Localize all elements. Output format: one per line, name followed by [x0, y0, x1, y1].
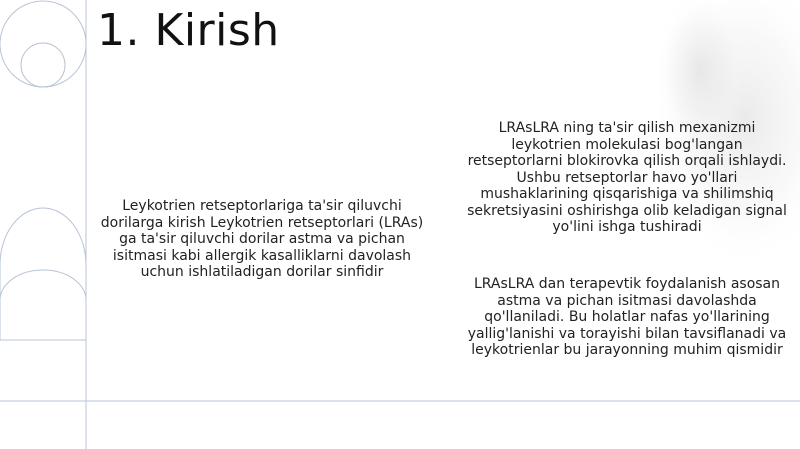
decor-circle — [21, 43, 65, 87]
therapeutic-use-paragraph: LRAsLRA dan terapevtik foydalanish asosan astma va pichan isitmasi davolashda qo'llaniladi. Bu holatlar nafas yo'llarining yallig'lanishi va torayishi bilan tavsiflanadi va leykotrienlar bu jarayonning muhim qismidir — [467, 276, 787, 358]
decor-arch — [0, 208, 86, 340]
mechanism-paragraph: LRAsLRA ning ta'sir qilish mexanizmi leykotrien molekulasi bog'langan retseptorlarni blokirovka qilish orqali ishlaydi. Ushbu retseptorlar havo yo'llari mushaklarining qisqarishiga va shilimshiq sekretsiyasini oshirishga olib keladigan signal yo'lini ishga tushiradi — [467, 120, 787, 235]
intro-paragraph: Leykotrien retseptorlariga ta'sir qiluvchi dorilarga kirish Leykotrien retseptorlari (LRAs) ga ta'sir qiluvchi dorilar astma va pichan isitmasi kabi allergik kasalliklarni davolash uchun ishlatiladigan dorilar sinfidir — [100, 198, 424, 280]
decor-arch — [0, 270, 86, 300]
page-title: 1. Kirish — [97, 5, 280, 56]
decor-circle — [0, 1, 86, 87]
